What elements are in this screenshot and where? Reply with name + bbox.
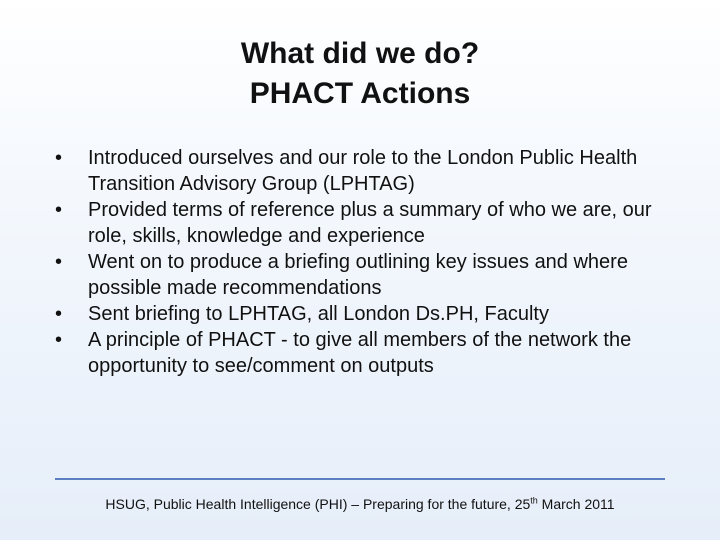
slide-footer bbox=[0, 495, 720, 513]
bullet-text: Introduced ourselves and our role to the London Public Health Transition Advisory Group (LPHTAG) bbox=[88, 147, 638, 195]
bullet-list bbox=[55, 145, 665, 379]
bullet-item bbox=[55, 327, 665, 379]
bullet-text: Provided terms of reference plus a summary of who we are, our role, skills, knowledge and experience bbox=[88, 199, 652, 247]
bullet-text: Went on to produce a briefing outlining key issues and where possible made recommendations bbox=[88, 251, 628, 299]
slide-title-line-1: What did we do? bbox=[240, 37, 480, 70]
bullet-item bbox=[55, 145, 665, 197]
slide-title-line-2: PHACT Actions bbox=[249, 77, 471, 110]
footer-divider bbox=[55, 478, 665, 480]
bullet-item bbox=[55, 197, 665, 249]
footer-date-suffix: March 2011 bbox=[537, 496, 615, 512]
bullet-text: Sent briefing to LPHTAG, all London Ds.PH, Faculty bbox=[88, 303, 549, 325]
bullet-dot-icon: • bbox=[55, 303, 63, 325]
footer-superscript: th bbox=[530, 495, 538, 506]
bullet-dot-icon: • bbox=[55, 199, 63, 221]
bullet-item bbox=[55, 301, 665, 327]
bullet-text: A principle of PHACT - to give all members of the network the opportunity to see/comment on outputs bbox=[88, 329, 632, 377]
bullet-dot-icon: • bbox=[55, 251, 63, 273]
slide-title bbox=[0, 34, 720, 114]
bullet-dot-icon: • bbox=[55, 147, 63, 169]
footer-text: HSUG, Public Health Intelligence (PHI) – Preparing for the future, 25 bbox=[105, 496, 531, 512]
bullet-item bbox=[55, 249, 665, 301]
bullet-dot-icon: • bbox=[55, 329, 63, 351]
